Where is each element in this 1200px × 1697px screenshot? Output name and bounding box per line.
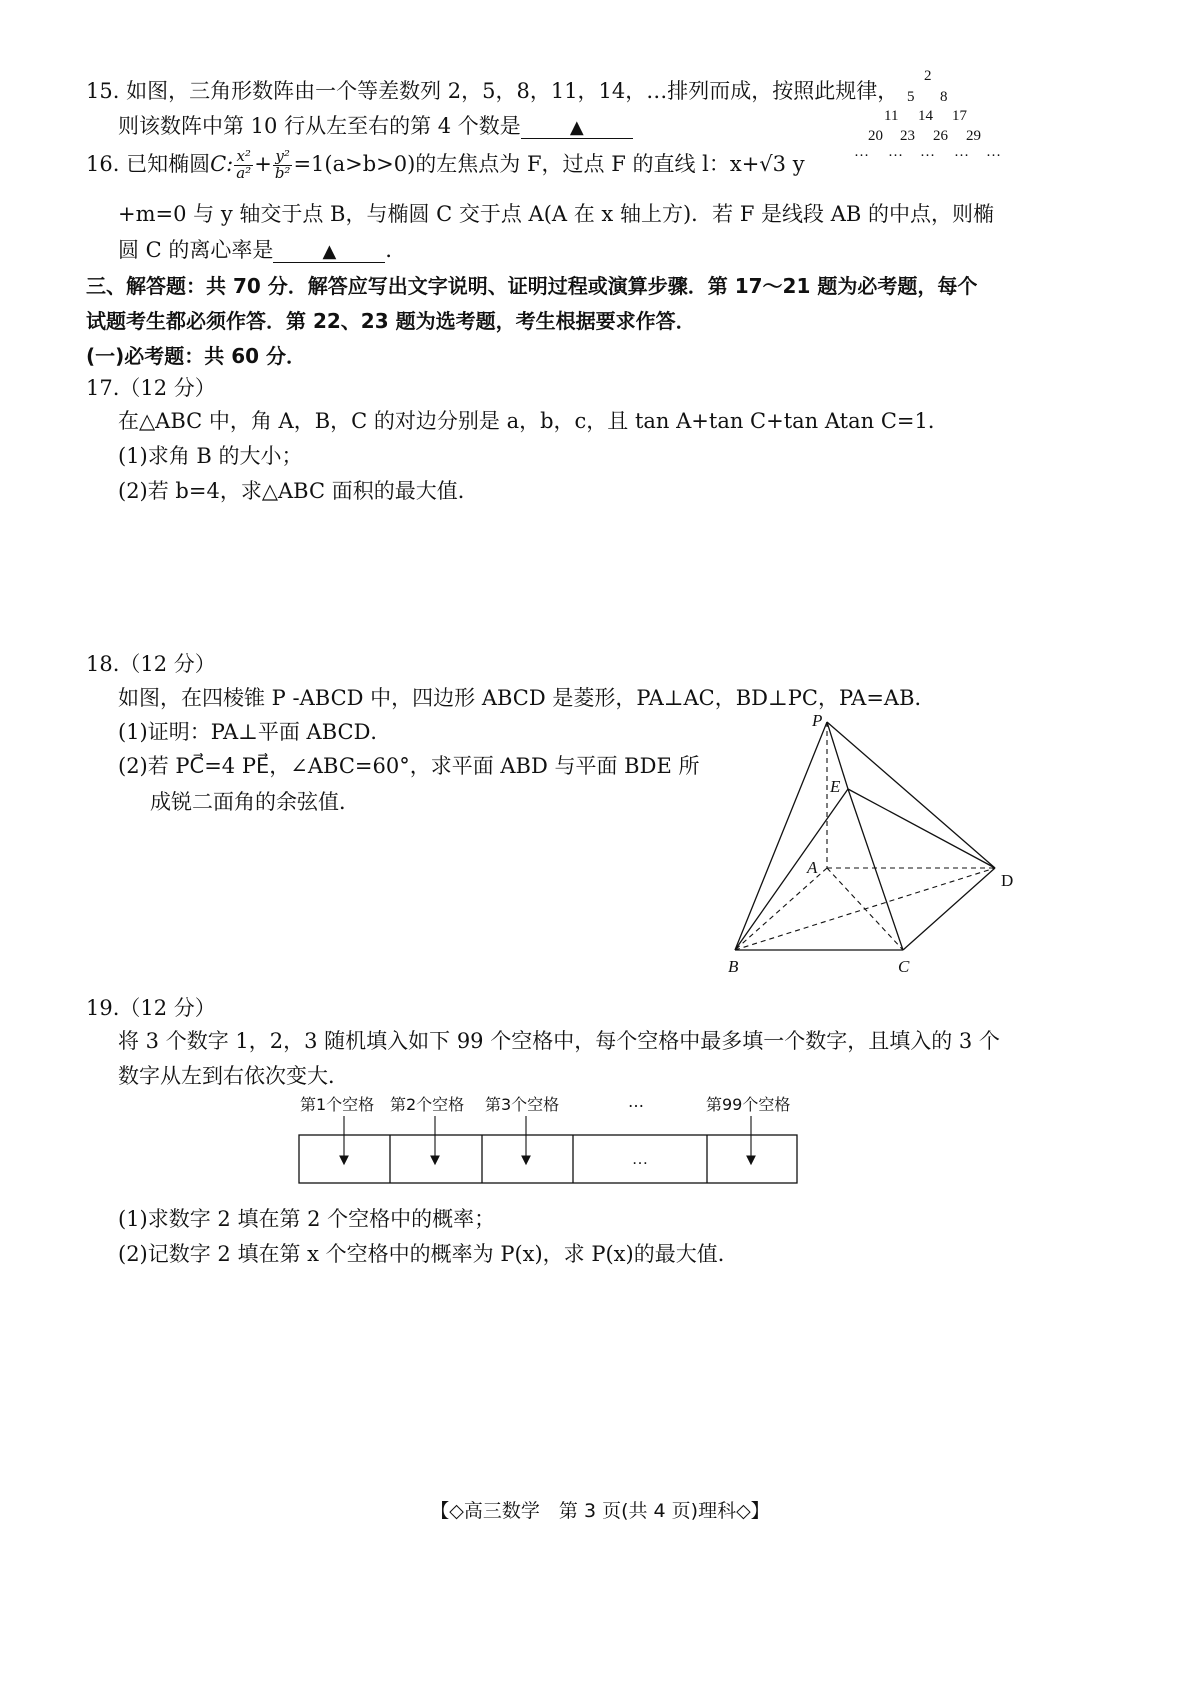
edge-BD-hidden [735, 868, 995, 950]
tri-cell: … [954, 144, 969, 160]
tri-cell: 14 [918, 108, 933, 124]
tri-cell: 17 [952, 108, 967, 124]
edge-AB-hidden [735, 868, 827, 950]
frac-denominator: b² [274, 164, 291, 182]
q15-line1: 15. 如图，三角形数阵由一个等差数列 2，5，8，11，14，…排列而成，按照此规律， [86, 79, 899, 103]
tri-cell: 8 [940, 89, 948, 105]
cell-caption-99: 第99个空格 [706, 1095, 791, 1114]
vertex-label-C: C [898, 957, 910, 976]
q16-end: ． [385, 238, 407, 262]
q18-part2b: 成锐二面角的余弦值． [150, 790, 360, 814]
q18-stem: 如图，在四棱锥 P -ABCD 中，四边形 ABCD 是菱形，PA⊥AC，BD⊥PC，PA=AB． [118, 686, 936, 710]
edge-EB [735, 789, 848, 950]
q16-c-label: C: [210, 152, 234, 176]
q18-part1: (1)证明：PA⊥平面 ABCD． [118, 720, 392, 744]
cell-caption-3: 第3个空格 [485, 1095, 560, 1114]
q18-head: 18.（12 分） [86, 652, 216, 676]
section3-line2: 试题考生都必须作答．第 22、23 题为选考题，考生根据要求作答． [86, 309, 696, 333]
section3-line1: 三、解答题：共 70 分．解答应写出文字说明、证明过程或演算步骤．第 17～21 题为必考题，每个 [86, 274, 978, 298]
tri-cell: … [920, 144, 935, 160]
arrow-head-icon [431, 1156, 439, 1164]
grid-middle-dots: … [632, 1151, 648, 1168]
arrow-head-icon [747, 1156, 755, 1164]
triangle-number-array [854, 66, 1010, 160]
tri-cell: 26 [933, 128, 948, 144]
q19-part1: (1)求数字 2 填在第 2 个空格中的概率； [118, 1207, 496, 1231]
edge-CD [903, 868, 995, 950]
arrow-head-icon [340, 1156, 348, 1164]
q16-prefix: 16. 已知椭圆 [86, 152, 211, 176]
q17-part2: (2)若 b=4，求△ABC 面积的最大值． [118, 479, 479, 503]
tri-cell: … [986, 144, 1001, 160]
tri-cell: 5 [907, 89, 915, 105]
q15-line2 [118, 110, 633, 140]
q19-part2: (2)记数字 2 填在第 x 个空格中的概率为 P(x)，求 P(x)的最大值． [118, 1242, 739, 1266]
frac-numerator: x² [234, 149, 253, 166]
q15-answer-blank [521, 114, 633, 139]
vertex-label-E: E [830, 777, 841, 796]
q16-answer-blank [273, 238, 385, 263]
vertex-label-B: B [728, 957, 739, 976]
q16-line3 [118, 234, 406, 264]
edge-PD [827, 722, 995, 868]
q16-plus: + [254, 152, 272, 176]
tri-cell: 11 [884, 108, 899, 124]
frac-numerator: y² [273, 149, 293, 166]
q17-stem: 在△ABC 中，角 A，B，C 的对边分别是 a，b，c，且 tan A+tan C+tan Atan C=1． [118, 409, 949, 433]
arrow-head-icon [522, 1156, 530, 1164]
cells-figure [296, 1092, 806, 1192]
q16-line2: +m=0 与 y 轴交于点 B，与椭圆 C 交于点 A(A 在 x 轴上方)．若 F 是线段 AB 的中点，则椭 [118, 202, 995, 226]
cells-grid [296, 1092, 806, 1192]
q19-stem2: 数字从左到右依次变大． [118, 1064, 349, 1088]
page-footer: 【◇高三数学 第 3 页(共 4 页)理科◇】 [430, 1500, 770, 1522]
tri-cell: … [854, 144, 869, 160]
pyramid-figure [720, 710, 1030, 980]
cell-caption-2: 第2个空格 [390, 1095, 465, 1114]
vertex-label-D: D [1001, 871, 1014, 890]
edge-EC [848, 789, 903, 950]
tri-cell: … [888, 144, 903, 160]
q16-line3-text: 圆 C 的离心率是 [118, 238, 274, 262]
q19-stem1: 将 3 个数字 1，2，3 随机填入如下 99 个空格中，每个空格中最多填一个数字，且填入的 3 个 [118, 1029, 1000, 1053]
tri-cell: 2 [924, 68, 932, 84]
blank-triangle-icon: ▲ [322, 241, 337, 262]
blank-triangle-icon: ▲ [569, 117, 584, 138]
q15-line2-text: 则该数阵中第 10 行从左至右的第 4 个数是 [118, 114, 521, 138]
vertex-label-A: A [807, 858, 818, 877]
tri-cell: 23 [900, 128, 915, 144]
edge-ED [848, 789, 995, 868]
vertex-label-P: P [812, 711, 823, 730]
frac-denominator: a² [236, 164, 252, 182]
cell-caption-1: 第1个空格 [300, 1095, 375, 1114]
q16-frac-x [234, 149, 253, 182]
q16-frac-y [273, 149, 293, 182]
q19-head: 19.（12 分） [86, 996, 216, 1020]
section3-sub: (一)必考题：共 60 分． [86, 344, 307, 368]
q17-part1: (1)求角 B 的大小； [118, 444, 303, 468]
q17-head: 17.（12 分） [86, 376, 216, 400]
q16-line1 [86, 148, 805, 182]
q16-rest: =1(a>b>0)的左焦点为 F，过点 F 的直线 l：x+√3 y [293, 152, 805, 176]
cell-caption-ellipsis: … [628, 1092, 644, 1111]
tri-cell: 20 [868, 128, 883, 144]
q18-part2a: (2)若 PC⃗=4 PE⃗，∠ABC=60°，求平面 ABD 与平面 BDE 所 [118, 754, 700, 778]
edge-PB [735, 722, 827, 950]
tri-cell: 29 [966, 128, 981, 144]
grid-outline [299, 1135, 797, 1183]
